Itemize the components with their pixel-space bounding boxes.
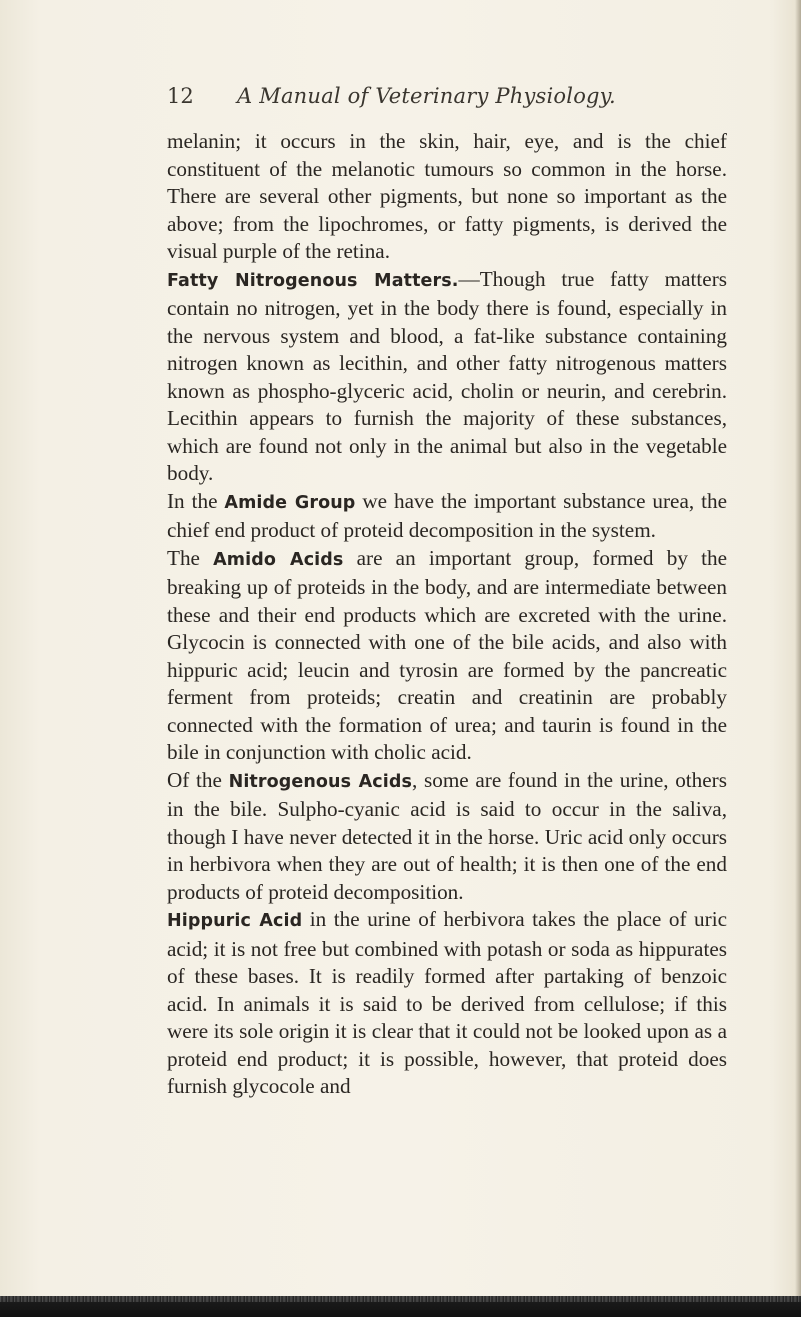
paragraph-text: are an important group, formed by the breaking up of proteids in the body, and are intermediate between these and their end products which are excreted with the urine. Glycocin is connected with one of the bile acids, and also with hippuric acid; leucin and tyrosin are formed by the pancreatic ferment from proteids; creatin and creatinin are probably connected with the formation of urea; and taurin is found in the bile in conjunction with cholic acid. — [167, 545, 727, 764]
paragraph-text: melanin; it occurs in the skin, hair, eye, and is the chief constituent of the melanotic tumours so common in the horse. There are several other pigments, but none so important as the above; from the lipochromes, or fatty pigments, is derived the visual purple of the retina. — [167, 129, 727, 263]
paragraph-prefix: Of the — [167, 767, 229, 792]
paragraph-amido-acids — [167, 545, 727, 767]
page-number: 12 — [167, 84, 194, 108]
section-label: Hippuric Acid — [167, 911, 303, 931]
paragraph-prefix: In the — [167, 488, 225, 513]
section-label: Amido Acids — [213, 549, 344, 570]
running-header — [167, 80, 727, 112]
body-text — [167, 128, 727, 1101]
page-edge-shadow — [795, 0, 801, 1317]
section-label: Amide Group — [224, 492, 356, 513]
paragraph-amide-group — [167, 488, 727, 545]
section-label: Nitrogenous Acids — [228, 771, 413, 792]
paragraph-melanin — [167, 128, 727, 266]
paragraph-text: , some are found in the urine, others in the bile. Sulpho-cyanic acid is said to occur in the saliva, though I have never detected it in the horse. Uric acid only occurs in herbivora when they are out of health; it is then one of the end products of proteid decomposition. — [167, 767, 727, 904]
paragraph-hippuric-acid — [167, 906, 727, 1101]
scan-bottom-edge-texture — [0, 1296, 801, 1302]
paragraph-text: we have the important substance urea, the chief end product of proteid decomposition in the system. — [167, 488, 727, 542]
paragraph-text: —Though true fatty matters contain no nitrogen, yet in the body there is found, especially in the nervous system and blood, a fat-like substance containing nitrogen known as lecithin, and other fatty nitrogenous matters known as phospho-glyceric acid, cholin or neurin, and cerebrin. Lecithin appears to furnish the majority of these substances, which are found not only in the animal but also in the vegetable body. — [167, 266, 727, 485]
running-title: A Manual of Veterinary Physiology. — [237, 84, 616, 108]
paragraph-fatty-nitrogenous — [167, 266, 727, 488]
paragraph-prefix: The — [167, 545, 214, 570]
section-label: Fatty Nitrogenous Matters. — [167, 270, 459, 291]
paragraph-text: in the urine of herbivora takes the place of uric acid; it is not free but combined with potash or soda as hippurates of these bases. It is readily formed after partaking of benzoic acid. In animals it is said to be derived from cellulose; if this were its sole origin it is clear that it could not be looked upon as a proteid end product; it is possible, however, that proteid does furnish glycocole and — [167, 907, 727, 1098]
paragraph-nitrogenous-acids — [167, 767, 727, 907]
